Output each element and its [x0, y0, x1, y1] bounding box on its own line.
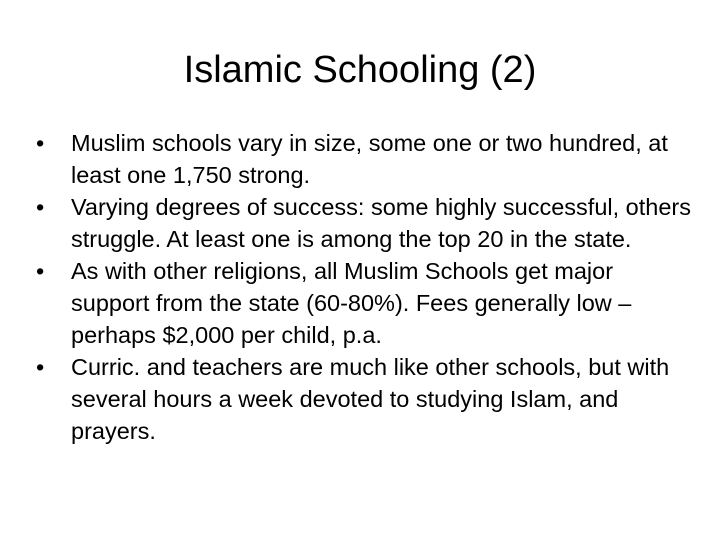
slide-title: Islamic Schooling (2): [183, 49, 537, 91]
bullet-item: [36, 127, 696, 191]
bullet-text: As with other religions, all Muslim Schools get major support from the state (60-80%). Fees generally low – perhaps $2,000 per child, p.a.: [71, 258, 632, 348]
bullet-text: Curric. and teachers are much like other schools, but with several hours a week devoted to studying Islam, and prayers.: [71, 354, 670, 444]
bullet-dot-icon: •: [36, 130, 45, 156]
bullet-list: [36, 127, 696, 447]
bullet-item: [36, 191, 696, 255]
bullet-dot-icon: •: [36, 354, 45, 380]
bullet-text: Varying degrees of success: some highly successful, others struggle. At least one is among the top 20 in the state.: [71, 194, 691, 252]
bullet-text: Muslim schools vary in size, some one or two hundred, at least one 1,750 strong.: [71, 130, 668, 188]
bullet-item: [36, 351, 696, 447]
bullet-dot-icon: •: [36, 194, 45, 220]
bullet-item: [36, 255, 696, 351]
bullet-dot-icon: •: [36, 258, 45, 284]
